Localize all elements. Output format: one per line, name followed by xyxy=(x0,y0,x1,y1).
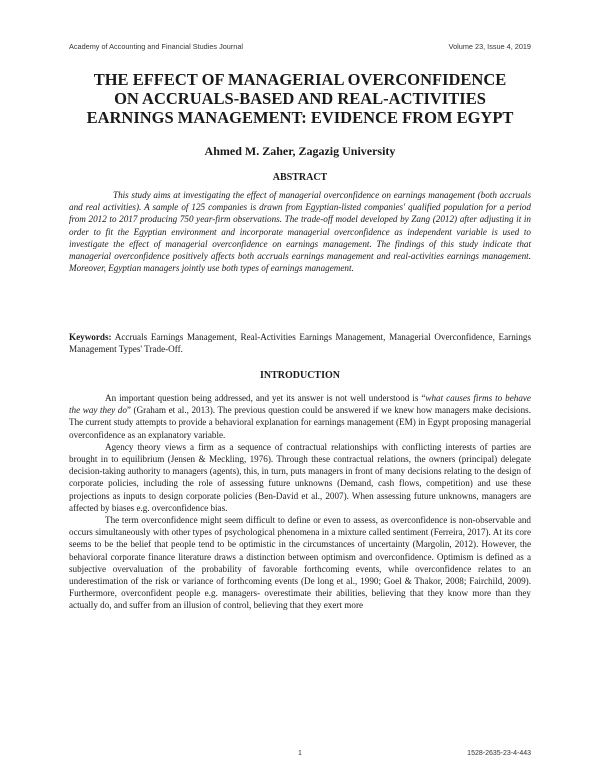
keywords xyxy=(69,331,531,355)
volume-issue: Volume 23, Issue 4, 2019 xyxy=(448,42,531,51)
title-line: EARNINGS MANAGEMENT: EVIDENCE FROM EGYPT xyxy=(86,108,514,127)
introduction-body xyxy=(69,392,531,612)
keywords-text: Accruals Earnings Management, Real-Activities Earnings Management, Managerial Overconfidence, Earnings Management Types' Trade-Off. xyxy=(69,332,531,355)
paper-title xyxy=(60,70,540,127)
journal-name: Academy of Accounting and Financial Studies Journal xyxy=(69,42,244,51)
paragraph: The term overconfidence might seem difficult to define or even to assess, as overconfidence is non-observable and occurs simultaneously with other types of psychological phenomena in a mixture called sentiment (Ferreira, 2017). At its core seems to be the belief that people tend to be optimistic in the circumstances of uncertainty (Margolin, 2012). However, the behavioral corporate finance literature draws a distinction between optimism and overconfidence. Optimism is defined as a subjective overvaluation of the probability of favorable forthcoming events, while overconfidence relates to an underestimation of the risk or variance of forthcoming events (De long et al., 1990; Goel & Thakor, 2008; Fairchild, 2009). Furthermore, overconfident people e.g. managers- overestimate their abilities, believing that they know more than they actually do, and suffer from an illusion of control, believing that they exert more xyxy=(69,515,531,611)
paragraph-text: An important question being addressed, and yet its answer is not well understood is “ xyxy=(105,393,426,403)
paragraph xyxy=(69,392,531,441)
abstract-heading: ABSTRACT xyxy=(272,172,328,183)
title-line: THE EFFECT OF MANAGERIAL OVERCONFIDENCE xyxy=(93,70,507,89)
title-line: ON ACCRUALS-BASED AND REAL-ACTIVITIES xyxy=(114,89,486,108)
quoted-question: what causes firms to behave the way they do xyxy=(69,393,531,416)
paragraph: Agency theory views a firm as a sequence of contractual relationships with conflicting interests of parties are brought in to equilibrium (Jensen & Meckling, 1976). Through these contractual relations, the owners (principal) delegate decision-taking authority to managers (agents), this, in turn, puts managers in front of many decisions relating to the design of corporate policies, including the role of assessing future unknowns (Demand, cash flows, competition) and use these projections as inputs to design corporate policies (Ben-David et al., 2007). When assessing future unknowns, managers are affected by biases e.g. overconfidence bias. xyxy=(69,441,531,513)
abstract-text: This study aims at investigating the effect of managerial overconfidence on earnings management (both accruals and real activities). A sample of 125 companies is drawn from Egyptian-listed companies' qualified population for a period from 2012 to 2017 producing 750 year-firm observations. The trade-off model developed by Zang (2012) after adjusting it in order to fit the Egyptian environment and incorporate managerial overconfidence as independent variable is used to investigate the effect of managerial overconfidence on earnings management. The findings of this study indicate that managerial overconfidence positively affects both accruals earnings management and real-activities earnings management. Moreover, Egyptian managers jointly use both types of earnings management. xyxy=(69,190,531,274)
keywords-label: Keywords: xyxy=(69,332,112,342)
article-id: 1528-2635-23-4-443 xyxy=(467,750,531,757)
page-footer xyxy=(69,750,531,762)
page-number: 1 xyxy=(298,750,302,757)
introduction-heading: INTRODUCTION xyxy=(259,370,340,381)
paragraph-text: ” (Graham et al., 2013). The previous question could be answered if we knew how managers make decisions. The current study attempts to provide a behavioral explanation for earnings management (EM) in Egypt proposing managerial overconfidence as an explanatory variable. xyxy=(69,405,531,440)
author-line: Ahmed M. Zaher, Zagazig University xyxy=(204,144,396,158)
running-header xyxy=(69,42,531,54)
